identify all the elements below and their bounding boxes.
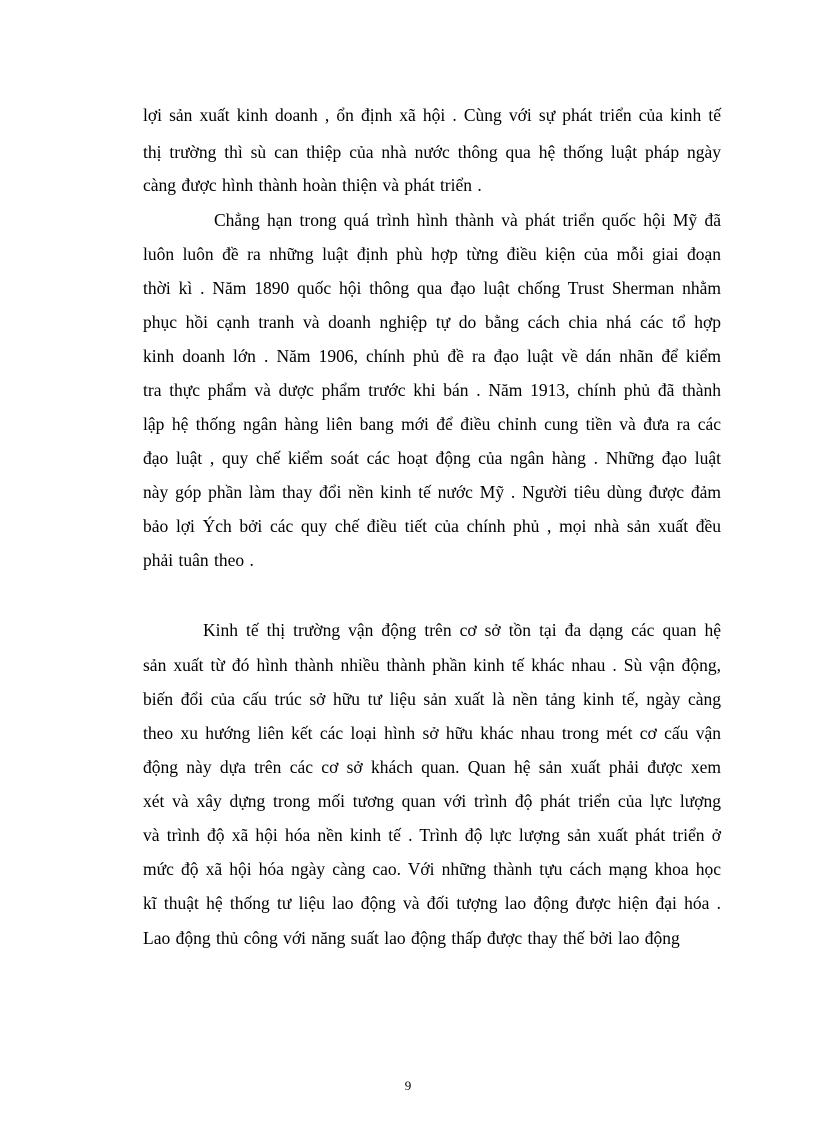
paragraph-3-line-5: động này dựa trên các cơ sở khách quan. Quan hệ sản xuất phải được xem xyxy=(143,757,721,777)
paragraph-2-line-4: phục hồi cạnh tranh và doanh nghiệp tự do bằng cách chia nhá các tổ hợp xyxy=(143,312,721,332)
paragraph-2-line-3: thời kì . Năm 1890 quốc hội thông qua đạo luật chống Trust Sherman nhằm xyxy=(143,278,721,298)
paragraph-2-line-7: lập hệ thống ngân hàng liên bang mới để điều chỉnh cung tiền và đưa ra các xyxy=(143,414,721,434)
paragraph-3-line-8: mức độ xã hội hóa ngày càng cao. Với những thành tựu cách mạng khoa học xyxy=(143,859,721,879)
paragraph-3-line-1: Kinh tế thị trường vận động trên cơ sở tồn tại đa dạng các quan hệ xyxy=(203,620,721,640)
paragraph-3-line-10: Lao động thủ công với năng suất lao động thấp được thay thế bởi lao động xyxy=(143,928,680,948)
paragraph-3-line-3: biến đổi của cấu trúc sở hữu tư liệu sản xuất là nền tảng kinh tế, ngày càng xyxy=(143,689,721,709)
page-number: 9 xyxy=(404,1078,412,1093)
paragraph-2-line-5: kinh doanh lớn . Năm 1906, chính phủ đề ra đạo luật về dán nhãn để kiểm xyxy=(143,346,721,366)
paragraph-1-line-1: lợi sản xuất kinh doanh , ổn định xã hội . Cùng với sự phát triển của kinh tế xyxy=(143,105,721,125)
paragraph-2-line-10: bảo lợi Ých bởi các quy chế điều tiết của chính phủ , mọi nhà sản xuất đều xyxy=(143,516,721,536)
paragraph-3-line-7: và trình độ xã hội hóa nền kinh tế . Trình độ lực lượng sản xuất phát triển ở xyxy=(143,825,721,845)
paragraph-2-line-11: phải tuân theo . xyxy=(143,550,254,570)
paragraph-2-line-6: tra thực phẩm và dược phẩm trước khi bán . Năm 1913, chính phủ đã thành xyxy=(143,380,721,400)
paragraph-3-line-4: theo xu hướng liên kết các loại hình sở hữu khác nhau trong mét cơ cấu vận xyxy=(143,723,721,743)
paragraph-3-line-9: kĩ thuật hệ thống tư liệu lao động và đối tượng lao động được hiện đại hóa . xyxy=(143,893,721,913)
paragraph-2-line-2: luôn luôn đề ra những luật định phù hợp từng điều kiện của mỗi giai đoạn xyxy=(143,244,721,264)
paragraph-3-line-2: sản xuất từ đó hình thành nhiều thành phần kinh tế khác nhau . Sù vận động, xyxy=(143,655,721,675)
paragraph-3-line-6: xét và xây dựng trong mối tương quan với trình độ phát triển của lực lượng xyxy=(143,791,721,811)
paragraph-2-line-1: Chẳng hạn trong quá trình hình thành và phát triển quốc hội Mỹ đã xyxy=(214,210,721,230)
paragraph-1-line-2: thị trường thì sù can thiệp của nhà nước thông qua hệ thống luật pháp ngày xyxy=(143,142,721,162)
paragraph-2-line-9: này góp phần làm thay đổi nền kinh tế nước Mỹ . Người tiêu dùng được đảm xyxy=(143,482,721,502)
paragraph-1-line-3: càng được hình thành hoàn thiện và phát triển . xyxy=(143,175,482,195)
paragraph-2-line-8: đạo luật , quy chế kiểm soát các hoạt động của ngân hàng . Những đạo luật xyxy=(143,448,721,468)
